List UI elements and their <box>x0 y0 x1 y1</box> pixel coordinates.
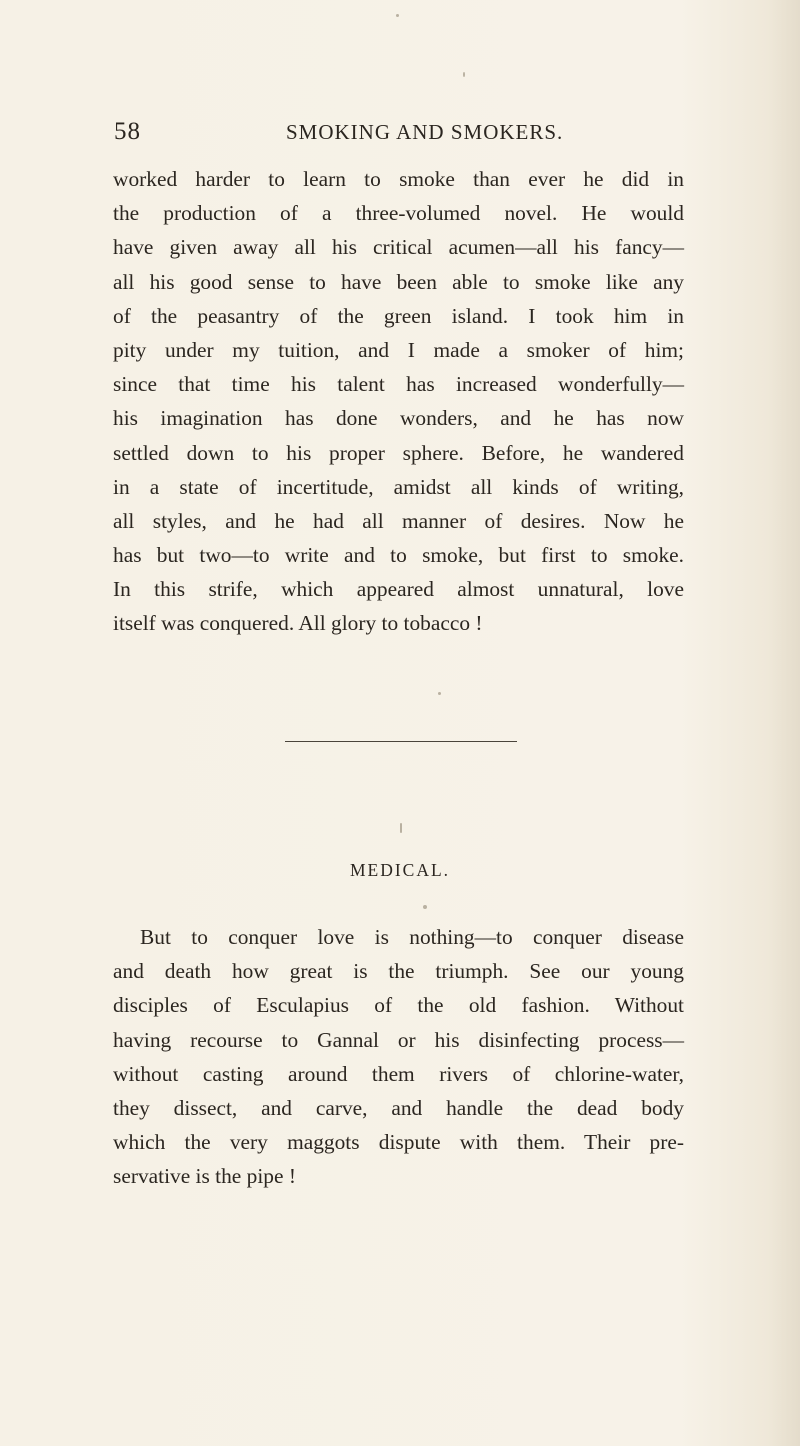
text-line: pity under my tuition, and I made a smoker of him; <box>113 337 684 362</box>
paper-speck <box>423 905 427 909</box>
paragraph-2 <box>113 920 684 1194</box>
text-line: which the very maggots dispute with them. Their pre- <box>113 1130 684 1155</box>
paper-speck <box>463 72 465 77</box>
page-number: 58 <box>114 118 141 145</box>
text-line: of the peasantry of the green island. I took him in <box>113 303 684 328</box>
text-line: and death how great is the triumph. See our young <box>113 959 684 984</box>
text-line: In this strife, which appeared almost unnatural, love <box>113 577 684 602</box>
paper-speck <box>400 823 402 833</box>
paper-speck <box>396 14 399 17</box>
text-line: has but two—to write and to smoke, but first to smoke. <box>113 543 684 568</box>
text-line: in a state of incertitude, amidst all kinds of writing, <box>113 474 684 499</box>
text-line: all styles, and he had all manner of desires. Now he <box>113 508 684 533</box>
text-line: his imagination has done wonders, and he has now <box>113 406 684 431</box>
text-line: all his good sense to have been able to smoke like any <box>113 269 684 294</box>
text-line: servative is the pipe ! <box>113 1164 296 1189</box>
section-divider <box>285 741 517 742</box>
text-line: having recourse to Gannal or his disinfecting process— <box>113 1027 684 1052</box>
text-line: since that time his talent has increased wonderfully— <box>113 372 684 397</box>
running-title: SMOKING AND SMOKERS. <box>286 120 564 144</box>
page-header <box>114 118 604 152</box>
text-line: have given away all his critical acumen—all his fancy— <box>113 235 684 260</box>
text-line: they dissect, and carve, and handle the dead body <box>113 1095 684 1120</box>
text-line: worked harder to learn to smoke than ever he did in <box>113 167 684 191</box>
text-line: settled down to his proper sphere. Before, he wandered <box>113 440 684 465</box>
text-line: But to conquer love is nothing—to conquer disease <box>140 925 684 949</box>
text-line: without casting around them rivers of chlorine-water, <box>113 1061 684 1086</box>
section-heading: MEDICAL. <box>349 860 451 880</box>
paper-speck <box>438 692 441 695</box>
paragraph-1 <box>113 162 684 641</box>
text-line: itself was conquered. All glory to tobacco ! <box>113 611 483 636</box>
text-line: disciples of Esculapius of the old fashion. Without <box>113 993 684 1018</box>
text-line: the production of a three-volumed novel. He would <box>113 201 684 226</box>
